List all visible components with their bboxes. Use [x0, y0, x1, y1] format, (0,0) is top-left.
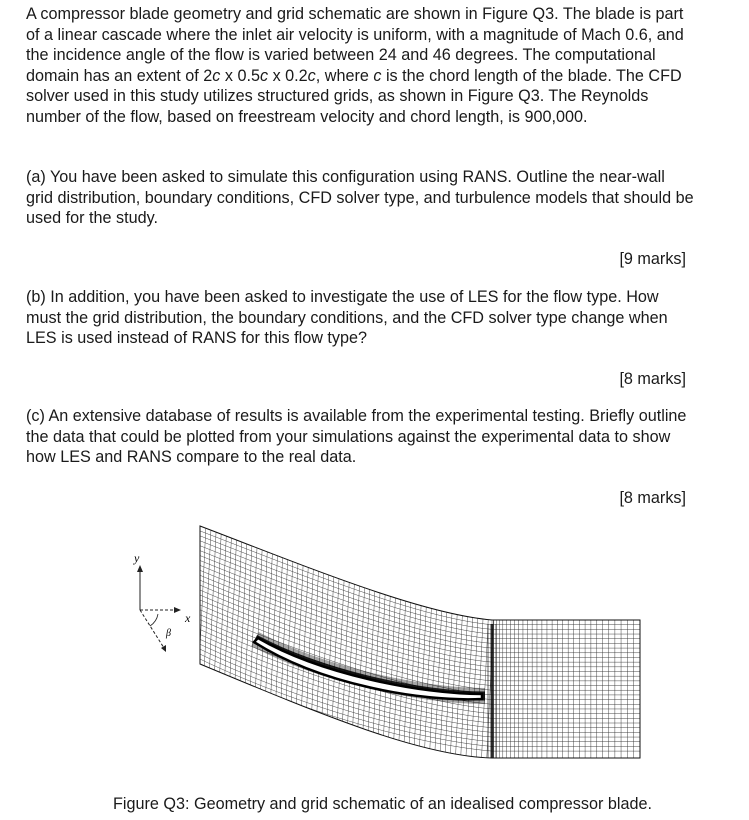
intro-text-2: , where: [315, 66, 374, 85]
axis-icon: [133, 551, 191, 652]
intro-text-1: A compressor blade geometry and grid schematic are shown in Figure Q3. The blade is part of a linear cascade where the inlet air velocity is uniform, with a magnitude of Mach 0.6, and the incidence angle of the flow is varied between 24 and 46 degrees. The computational domain has an extent of 2: [26, 5, 684, 85]
intro-text-x2: x 0.2: [268, 66, 308, 85]
question-c: (c) An extensive database of results is available from the experimental testing. Briefly outline the data that could be plotted from your simulations against the experimental data to show how LES and RANS compare to the real data.: [26, 407, 687, 467]
chord-symbol: c: [259, 66, 269, 85]
grid-mesh: [120, 524, 660, 774]
axis-y-label: y: [134, 551, 140, 565]
intro-text-x1: x 0.5: [220, 66, 260, 85]
chord-symbol: c: [212, 66, 221, 85]
question-b: (b) In addition, you have been asked to investigate the use of LES for the flow type. How must the grid distribution, the boundary conditions, and the CFD solver type change when LES is used instead of RANS for this flow type?: [26, 288, 668, 348]
compressor-blade-grid-figure: [120, 524, 660, 774]
intro-paragraph: [26, 4, 696, 128]
marks-b: [8 marks]: [619, 370, 686, 388]
figure-caption: Figure Q3: Geometry and grid schematic of an idealised compressor blade.: [113, 795, 652, 813]
marks-c: [8 marks]: [619, 489, 686, 507]
axis-x-label: x: [185, 611, 191, 625]
marks-a: [9 marks]: [619, 250, 686, 268]
question-a: (a) You have been asked to simulate this configuration using RANS. Outline the near-wall grid distribution, boundary conditions, CFD solver type, and turbulence models that should be used for the study.: [26, 168, 694, 228]
chord-symbol: c: [373, 66, 382, 85]
chord-symbol: c: [307, 66, 316, 85]
angle-label: β: [166, 628, 171, 639]
intro-text-3: is the chord length of the blade. The CFD solver used in this study utilizes structured grids, as shown in Figure Q3. The Reynolds number of the flow, based on freestream velocity and chord length, is 900,000.: [26, 66, 682, 126]
